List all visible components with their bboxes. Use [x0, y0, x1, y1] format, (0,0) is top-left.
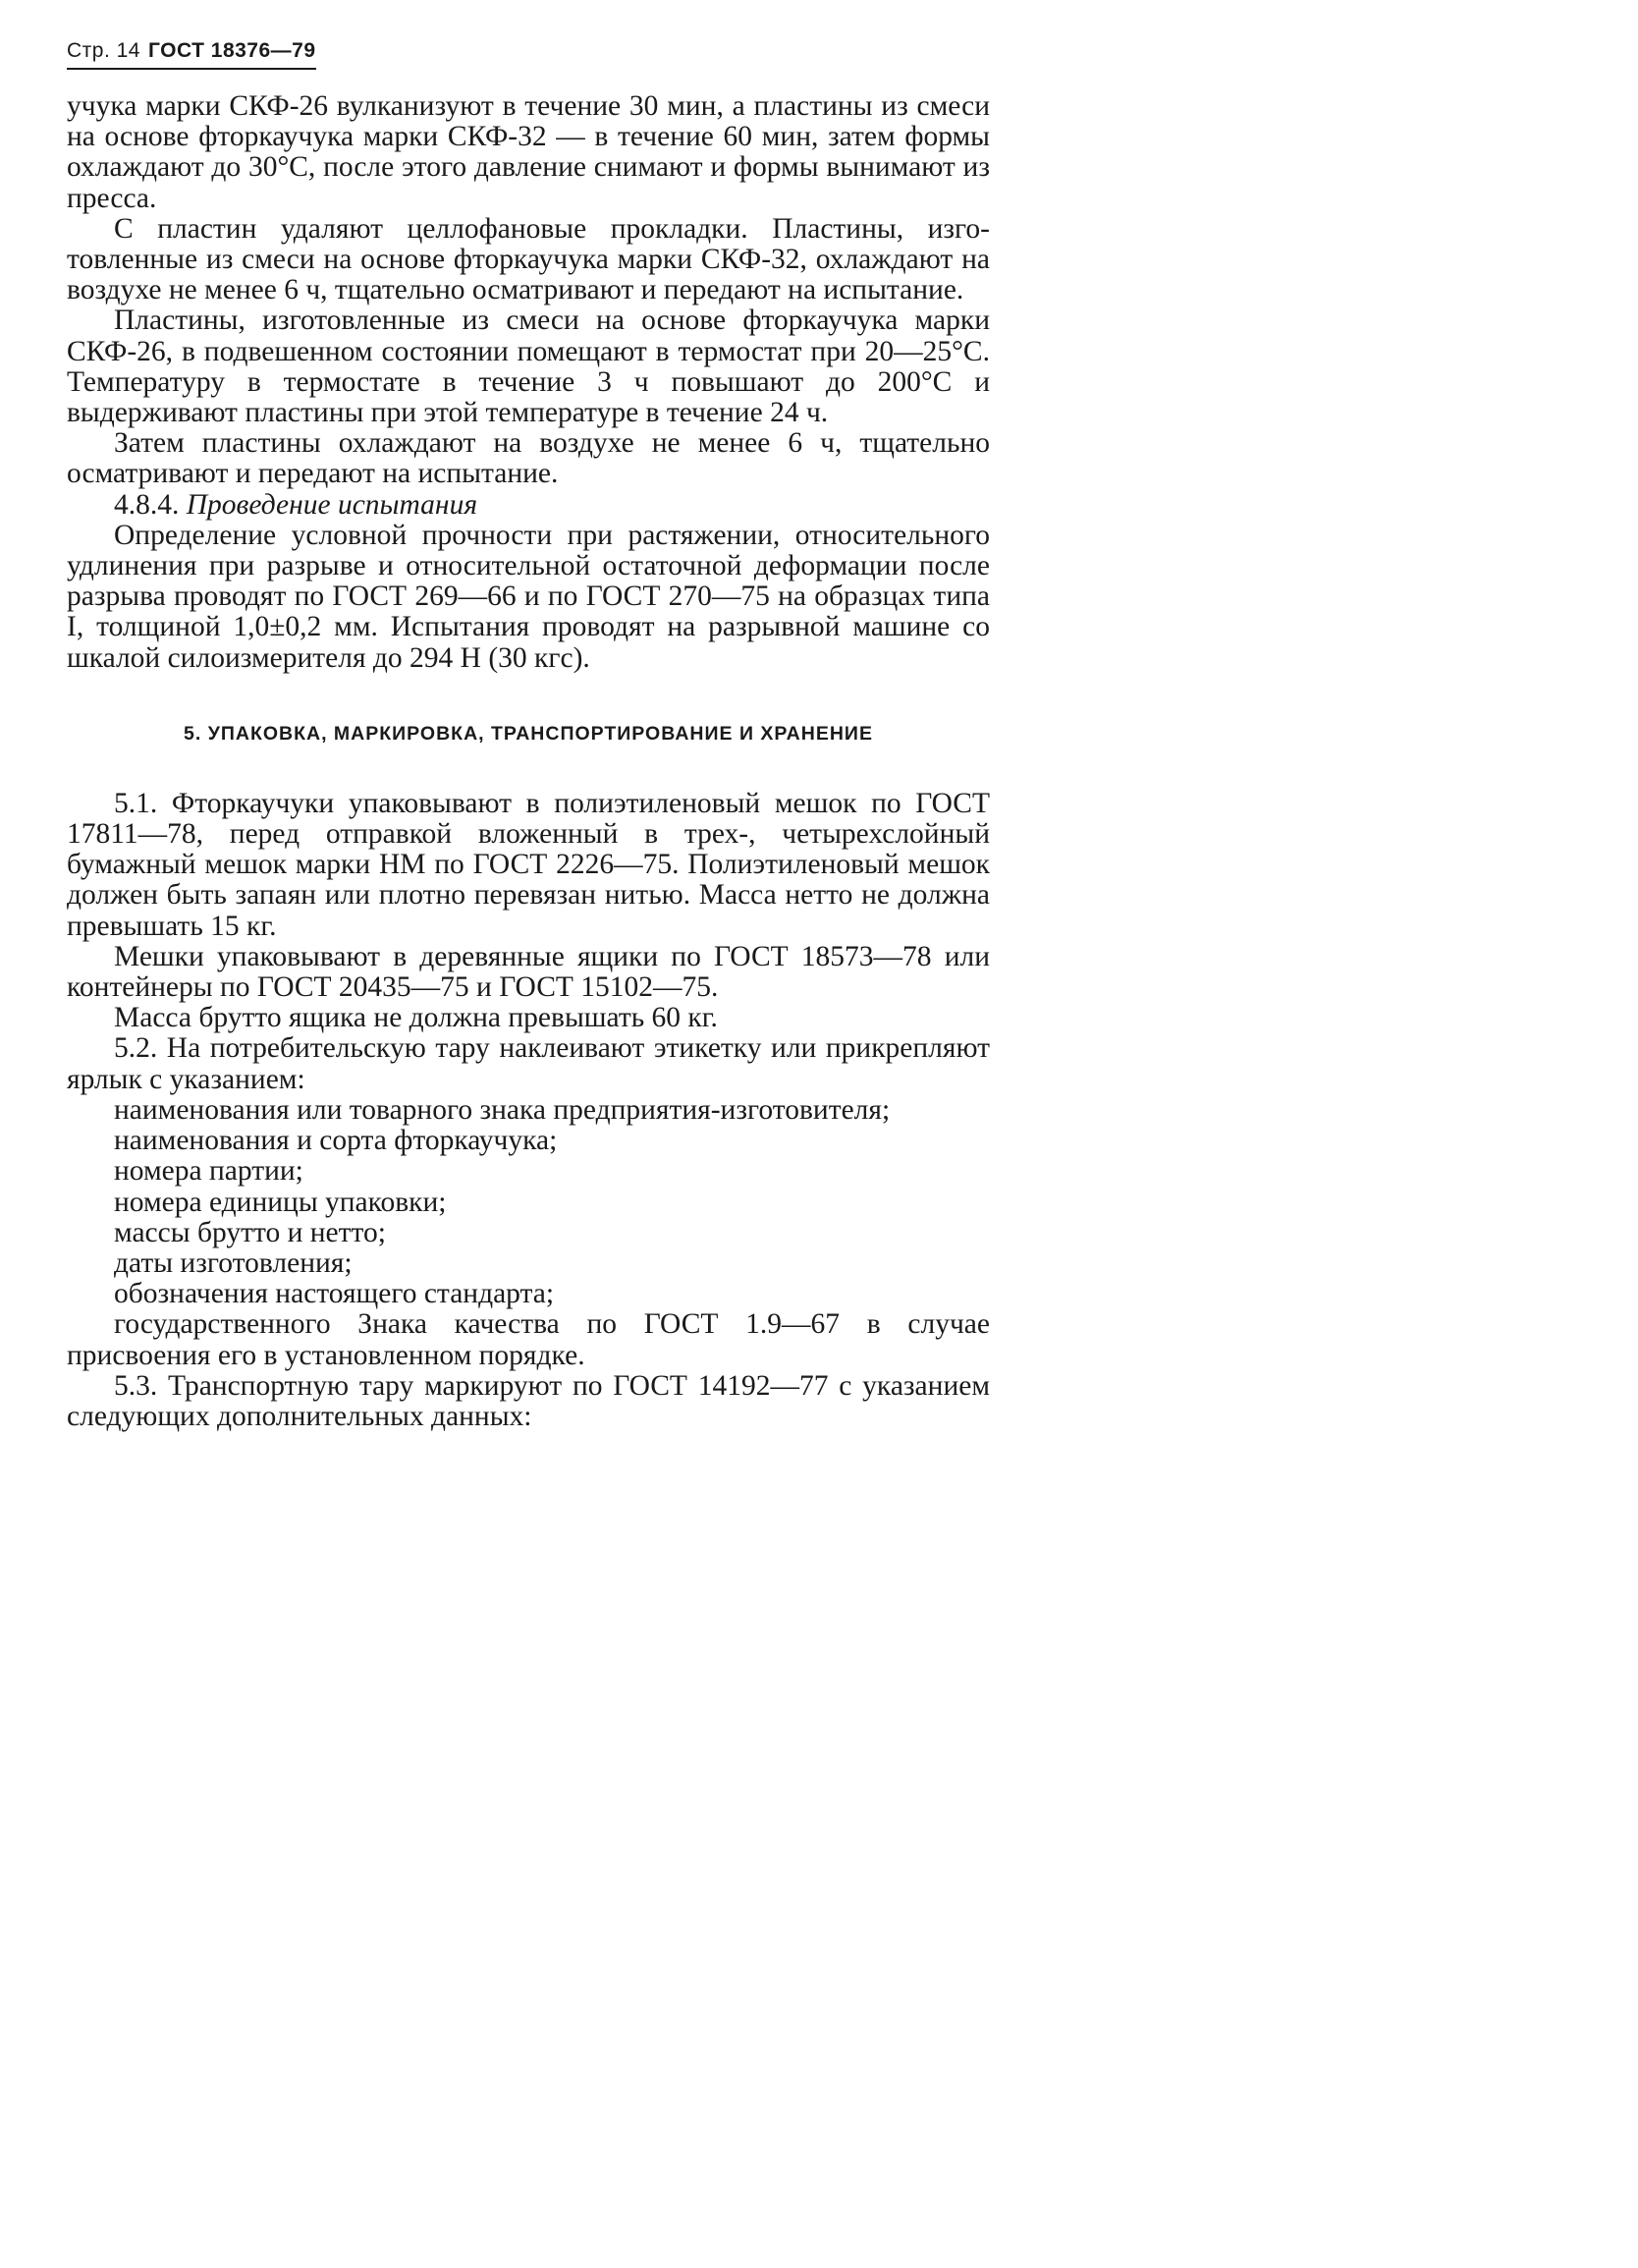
- paragraph-cooling: Затем пластины охлаждают на воздухе не менее 6 ч, тщательно осматривают и передают на испытание.: [67, 427, 990, 490]
- paragraph-testing: Определение условной прочности при растяжении, относительного удлинения при разрыве и относительной остаточной деформации после разрыва проводят по ГОСТ 269—66 и по ГОСТ 270—75 на образцах типа I, толщиной 1,0±0,2 мм. Испытания проводят на разрывной машине со шкалой силоизмерителя до 294 Н (30 кгс).: [67, 519, 990, 674]
- paragraph-5-2: 5.2. На потребительскую тару наклеивают этикетку или прикрепляют ярлык с указанием:: [67, 1032, 990, 1095]
- document-page: [0, 0, 1112, 1572]
- list-item: наименования или товарного знака предприятия-изготовителя;: [114, 1093, 891, 1126]
- list-item: номера партии;: [114, 1155, 303, 1188]
- clause-4-8-4-heading: [67, 490, 990, 521]
- list-item: обозначения настоящего стандарта;: [114, 1278, 555, 1310]
- list-item: номера единицы упаковки;: [114, 1186, 447, 1218]
- document-body: [67, 91, 990, 1432]
- list-item: массы брутто и нетто;: [114, 1216, 386, 1248]
- label-items-list: [67, 1095, 990, 1371]
- paragraph-cellophane: С пластин удаляют целлофановые прокладки. Пластины, изготовленные из смеси на основе фторкаучука марки СКФ-32, охлаждают на воздухе не менее 6 ч, тщательно осматривают и передают на испытание.: [67, 212, 990, 306]
- page-header: [67, 39, 316, 70]
- list-item: даты изготовления;: [114, 1246, 353, 1279]
- paragraph-5-3: 5.3. Транспортную тару маркируют по ГОСТ 14192—77 с указанием следующих дополнительных данных:: [67, 1369, 990, 1432]
- section-5-heading: 5. УПАКОВКА, МАРКИРОВКА, ТРАНСПОРТИРОВАНИЕ И ХРАНЕНИЕ: [184, 722, 873, 745]
- paragraph-gross-mass: Масса брутто ящика не должна превышать 60 кг.: [114, 1002, 718, 1034]
- list-item: наименования и сорта фторкаучука;: [114, 1125, 558, 1157]
- standard-number: ГОСТ 18376—79: [148, 39, 316, 62]
- page-number: Стр. 14: [67, 39, 140, 62]
- clause-title: Проведение испытания: [186, 488, 478, 521]
- clause-number: 4.8.4.: [114, 488, 180, 521]
- paragraph-5-1: 5.1. Фторкаучуки упаковывают в полиэтиленовый мешок по ГОСТ 17811—78, перед отправкой вложенный в трех-, четырехслойный бумажный мешок марки НМ по ГОСТ 2226—75. Полиэтиленовый мешок должен быть запаян или плотно перевязан нитью. Масса нетто не должна превышать 15 кг.: [67, 787, 990, 942]
- paragraph-thermostat: Пластины, изготовленные из смеси на основе фторкаучука марки СКФ-26, в подвешенном состоянии помещают в термостат при 20—25°С. Температуру в термостате в течение 3 ч повышают до 200°С и выдерживают пластины при этой температуре в течение 24 ч.: [67, 304, 990, 429]
- paragraph-continuation: учука марки СКФ-26 вулканизуют в течение 30 мин, а пластины из смеси на основе фторкаучука марки СКФ-32 — в течение 60 мин, затем формы охлаждают до 30°С, после этого давление снимают и формы вынимают из пресса.: [67, 90, 990, 214]
- paragraph-boxes: Мешки упаковывают в деревянные ящики по ГОСТ 18573—78 или контейнеры по ГОСТ 20435—75 и ГОСТ 15102—75.: [67, 940, 990, 1004]
- list-item-last: государственного Знака качества по ГОСТ 1.9—67 в случае присвоения его в установленном порядке.: [67, 1308, 990, 1371]
